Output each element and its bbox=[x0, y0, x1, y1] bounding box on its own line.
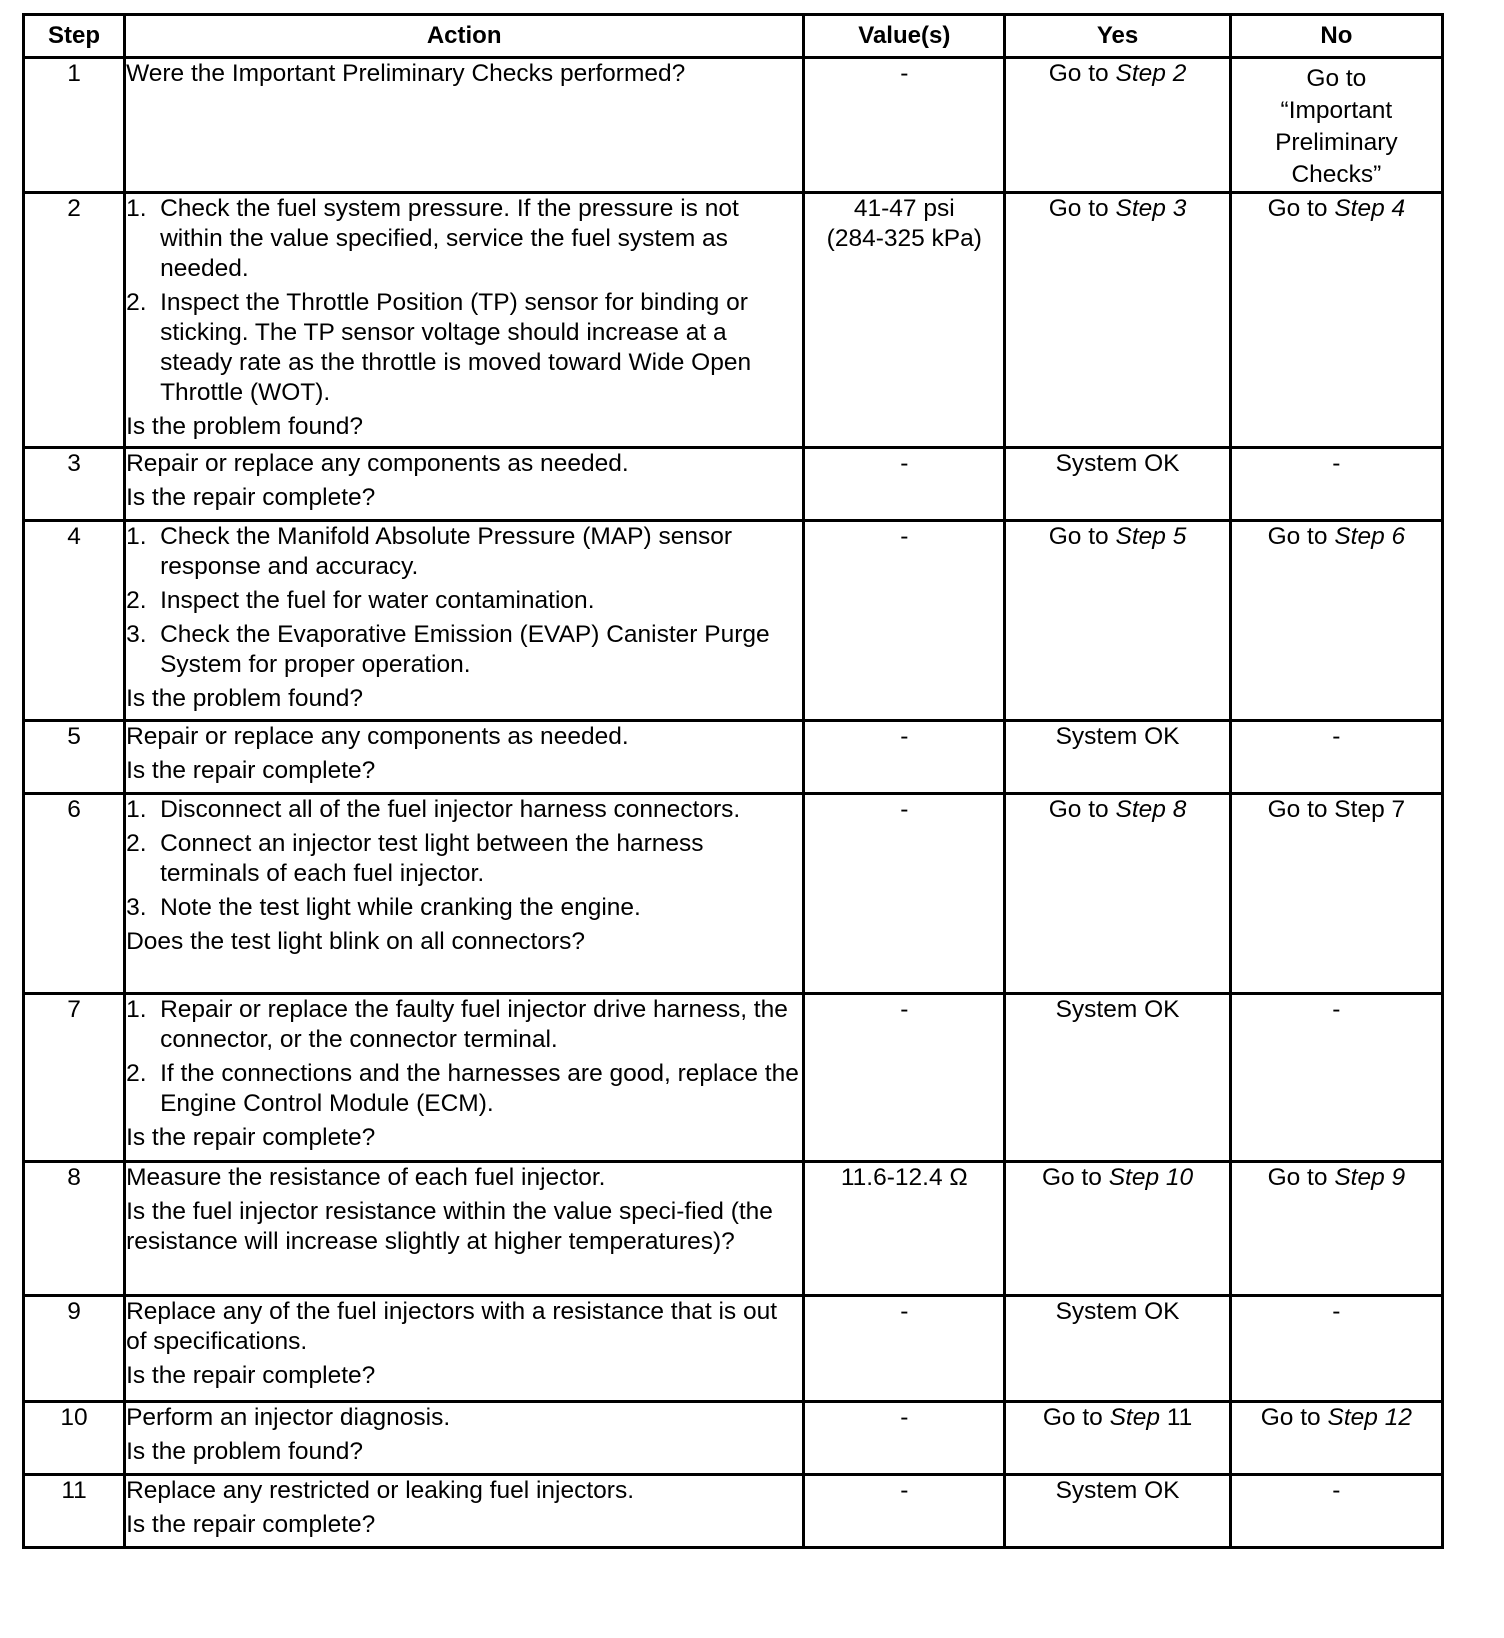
action-cell bbox=[125, 794, 804, 994]
item-text: Inspect the Throttle Position (TP) sensor for binding or sticking. The TP sensor voltage should increase at a steady rate as the throttle is moved toward Wide Open Throttle (WOT). bbox=[160, 289, 752, 406]
value-cell: - bbox=[804, 721, 1005, 794]
action-text: Perform an injector diagnosis. bbox=[126, 1404, 451, 1431]
action-text: Were the Important Preliminary Checks performed? bbox=[126, 60, 686, 87]
item-number: 1. bbox=[126, 996, 147, 1023]
diagnostic-table bbox=[22, 13, 1444, 1549]
action-question: Is the problem found? bbox=[126, 1438, 364, 1465]
action-question: Is the problem found? bbox=[126, 413, 364, 440]
header-values: Value(s) bbox=[804, 15, 1005, 58]
no-cell: Go to Step 7 bbox=[1230, 794, 1442, 994]
no-cell bbox=[1230, 58, 1442, 193]
table-row bbox=[24, 994, 1443, 1162]
table-row bbox=[24, 1296, 1443, 1402]
item-text: Check the Manifold Absolute Pressure (MAP) sensor response and accuracy. bbox=[160, 523, 732, 580]
action-question: Is the repair complete? bbox=[126, 484, 376, 511]
action-item bbox=[126, 1059, 802, 1119]
value-cell: - bbox=[804, 1475, 1005, 1548]
action-cell bbox=[125, 193, 804, 448]
item-number: 3. bbox=[126, 621, 147, 648]
action-text: Repair or replace any components as needed. bbox=[126, 723, 629, 750]
action-cell bbox=[125, 1162, 804, 1296]
yes-step-ref: Step 10 bbox=[1108, 1164, 1194, 1191]
yes-cell: System OK bbox=[1005, 448, 1230, 521]
no-step-ref: Step 6 bbox=[1334, 523, 1406, 550]
value-cell: - bbox=[804, 448, 1005, 521]
yes-step-ref: Step 8 bbox=[1115, 796, 1187, 823]
item-number: 1. bbox=[126, 523, 147, 550]
step-number: 2 bbox=[24, 193, 125, 448]
step-number: 3 bbox=[24, 448, 125, 521]
value-line: (284-325 kPa) bbox=[826, 225, 982, 252]
no-step-ref: Step 9 bbox=[1334, 1164, 1406, 1191]
item-text: Repair or replace the faulty fuel injector drive harness, the connector, or the connector terminal. bbox=[160, 996, 788, 1053]
yes-step-ref: Step bbox=[1109, 1404, 1160, 1431]
no-cell: - bbox=[1230, 721, 1442, 794]
item-number: 2. bbox=[126, 289, 147, 316]
header-row bbox=[24, 15, 1443, 58]
no-cell bbox=[1230, 1402, 1442, 1475]
yes-cell: System OK bbox=[1005, 1475, 1230, 1548]
no-prefix: Go to bbox=[1267, 195, 1328, 222]
action-cell bbox=[125, 1296, 804, 1402]
action-cell bbox=[125, 58, 804, 193]
yes-cell bbox=[1005, 193, 1230, 448]
step-number: 9 bbox=[24, 1296, 125, 1402]
yes-prefix: Go to bbox=[1048, 796, 1109, 823]
table-row bbox=[24, 58, 1443, 193]
yes-step-ref: Step 5 bbox=[1115, 523, 1187, 550]
action-text: Is the fuel injector resistance within the value speci-fied (the resistance will increase slightly at higher temperatures)? bbox=[126, 1198, 773, 1255]
value-line: 41-47 psi bbox=[853, 195, 955, 222]
header-action: Action bbox=[125, 15, 804, 58]
item-number: 2. bbox=[126, 1060, 147, 1087]
action-question: Is the repair complete? bbox=[126, 1362, 376, 1389]
action-item bbox=[126, 586, 802, 616]
no-cell: - bbox=[1230, 1296, 1442, 1402]
header-step: Step bbox=[24, 15, 125, 58]
no-cell bbox=[1230, 1162, 1442, 1296]
yes-step-number: 11 bbox=[1166, 1404, 1193, 1431]
action-item bbox=[126, 522, 802, 582]
no-step-ref: Step 4 bbox=[1334, 195, 1406, 222]
step-number: 7 bbox=[24, 994, 125, 1162]
step-number: 8 bbox=[24, 1162, 125, 1296]
action-question: Is the problem found? bbox=[126, 685, 364, 712]
step-number: 4 bbox=[24, 521, 125, 721]
header-yes: Yes bbox=[1005, 15, 1230, 58]
table-row bbox=[24, 1402, 1443, 1475]
table-row bbox=[24, 721, 1443, 794]
action-question: Is the repair complete? bbox=[126, 757, 376, 784]
value-cell: - bbox=[804, 994, 1005, 1162]
action-item bbox=[126, 893, 802, 923]
no-cell: - bbox=[1230, 1475, 1442, 1548]
action-text: Replace any restricted or leaking fuel injectors. bbox=[126, 1477, 635, 1504]
action-text: Repair or replace any components as needed. bbox=[126, 450, 629, 477]
no-line: Go to bbox=[1306, 65, 1367, 92]
step-number: 11 bbox=[24, 1475, 125, 1548]
yes-cell bbox=[1005, 521, 1230, 721]
item-text: Disconnect all of the fuel injector harness connectors. bbox=[160, 796, 741, 823]
item-number: 3. bbox=[126, 894, 147, 921]
yes-cell bbox=[1005, 58, 1230, 193]
action-item bbox=[126, 194, 802, 284]
table-row bbox=[24, 193, 1443, 448]
item-text: Note the test light while cranking the engine. bbox=[160, 894, 641, 921]
table-row bbox=[24, 794, 1443, 994]
value-cell bbox=[804, 193, 1005, 448]
step-number: 1 bbox=[24, 58, 125, 193]
item-number: 2. bbox=[126, 830, 147, 857]
action-item bbox=[126, 995, 802, 1055]
value-cell: - bbox=[804, 794, 1005, 994]
step-number: 10 bbox=[24, 1402, 125, 1475]
action-item bbox=[126, 829, 802, 889]
table-row bbox=[24, 521, 1443, 721]
yes-prefix: Go to bbox=[1048, 60, 1109, 87]
value-cell: - bbox=[804, 1402, 1005, 1475]
table-row bbox=[24, 448, 1443, 521]
action-cell bbox=[125, 721, 804, 794]
action-question: Does the test light blink on all connectors? bbox=[126, 928, 586, 955]
yes-cell bbox=[1005, 1162, 1230, 1296]
action-question: Is the repair complete? bbox=[126, 1511, 376, 1538]
action-item bbox=[126, 620, 802, 680]
no-cell: - bbox=[1230, 448, 1442, 521]
action-cell bbox=[125, 1402, 804, 1475]
yes-cell: System OK bbox=[1005, 1296, 1230, 1402]
action-text: Measure the resistance of each fuel injector. bbox=[126, 1164, 606, 1191]
value-cell: 11.6-12.4 Ω bbox=[804, 1162, 1005, 1296]
step-number: 6 bbox=[24, 794, 125, 994]
action-cell bbox=[125, 994, 804, 1162]
yes-step-ref: Step 3 bbox=[1115, 195, 1187, 222]
step-number: 5 bbox=[24, 721, 125, 794]
item-text: If the connections and the harnesses are good, replace the Engine Control Module (ECM). bbox=[160, 1060, 799, 1117]
no-step-ref: Step 12 bbox=[1327, 1404, 1412, 1431]
no-line: Checks” bbox=[1291, 161, 1382, 188]
yes-cell bbox=[1005, 1402, 1230, 1475]
no-prefix: Go to bbox=[1267, 523, 1328, 550]
no-line: “Important bbox=[1280, 97, 1393, 124]
yes-step-ref: Step 2 bbox=[1115, 60, 1187, 87]
action-text: Replace any of the fuel injectors with a resistance that is out of specifications. bbox=[126, 1298, 778, 1355]
header-no: No bbox=[1230, 15, 1442, 58]
item-number: 1. bbox=[126, 195, 147, 222]
no-line: Preliminary bbox=[1275, 129, 1398, 156]
action-item bbox=[126, 795, 802, 825]
action-cell bbox=[125, 1475, 804, 1548]
yes-prefix: Go to bbox=[1042, 1404, 1103, 1431]
yes-cell bbox=[1005, 794, 1230, 994]
no-prefix: Go to bbox=[1260, 1404, 1321, 1431]
action-cell bbox=[125, 448, 804, 521]
value-cell: - bbox=[804, 58, 1005, 193]
item-number: 1. bbox=[126, 796, 147, 823]
item-number: 2. bbox=[126, 587, 147, 614]
item-text: Connect an injector test light between the harness terminals of each fuel injector. bbox=[160, 830, 704, 887]
action-cell bbox=[125, 521, 804, 721]
yes-cell: System OK bbox=[1005, 994, 1230, 1162]
table-row bbox=[24, 1475, 1443, 1548]
value-cell: - bbox=[804, 1296, 1005, 1402]
action-item bbox=[126, 288, 802, 408]
yes-prefix: Go to bbox=[1048, 523, 1109, 550]
item-text: Inspect the fuel for water contamination. bbox=[160, 587, 595, 614]
item-text: Check the fuel system pressure. If the pressure is not within the value specified, service the fuel system as needed. bbox=[160, 195, 739, 282]
no-cell bbox=[1230, 521, 1442, 721]
value-cell: - bbox=[804, 521, 1005, 721]
item-text: Check the Evaporative Emission (EVAP) Canister Purge System for proper operation. bbox=[160, 621, 770, 678]
action-question: Is the repair complete? bbox=[126, 1124, 376, 1151]
yes-prefix: Go to bbox=[1041, 1164, 1102, 1191]
yes-prefix: Go to bbox=[1048, 195, 1109, 222]
yes-cell: System OK bbox=[1005, 721, 1230, 794]
no-cell bbox=[1230, 193, 1442, 448]
no-cell: - bbox=[1230, 994, 1442, 1162]
table-row bbox=[24, 1162, 1443, 1296]
no-prefix: Go to bbox=[1267, 1164, 1328, 1191]
